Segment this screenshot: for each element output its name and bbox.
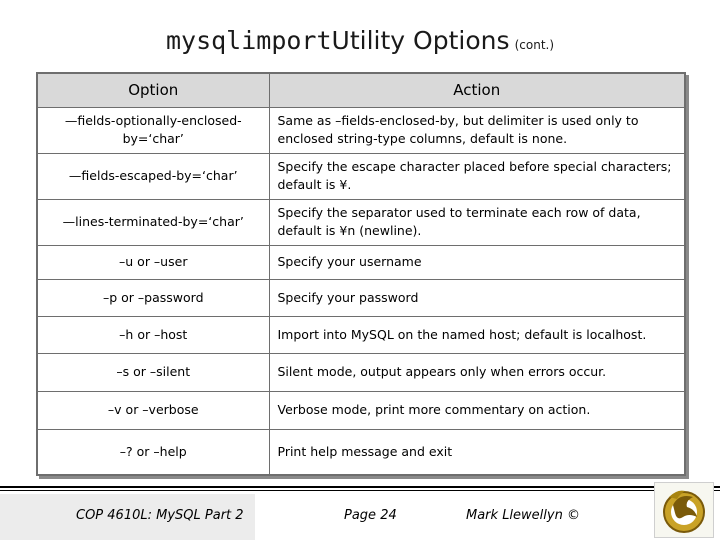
action-cell: Specify the escape character placed before special characters; default is ¥.	[269, 153, 685, 199]
table-row	[37, 391, 685, 429]
option-cell: –u or –user	[37, 245, 269, 279]
title-cont: (cont.)	[514, 38, 555, 52]
action-cell: Specify your username	[269, 245, 685, 279]
table-row	[37, 429, 685, 475]
action-cell: Specify your password	[269, 279, 685, 316]
option-cell: –p or –password	[37, 279, 269, 316]
table-row	[37, 279, 685, 316]
logo	[654, 482, 714, 538]
action-cell: Same as –fields-enclosed-by, but delimiter is used only to enclosed string-type columns, default is none.	[269, 107, 685, 153]
footer-course: COP 4610L: MySQL Part 2	[76, 508, 244, 523]
header-action: Action	[269, 73, 685, 107]
table-row	[37, 316, 685, 353]
option-cell: —fields-escaped-by=‘char’	[37, 153, 269, 199]
table-row	[37, 153, 685, 199]
option-cell: –v or –verbose	[37, 391, 269, 429]
table-row	[37, 199, 685, 245]
action-cell: Import into MySQL on the named host; default is localhost.	[269, 316, 685, 353]
action-cell: Specify the separator used to terminate each row of data, default is ¥n (newline).	[269, 199, 685, 245]
pegasus-logo-icon	[655, 483, 713, 537]
option-cell: —fields-optionally-enclosed-by=‘char’	[37, 107, 269, 153]
action-cell: Verbose mode, print more commentary on action.	[269, 391, 685, 429]
option-cell: –h or –host	[37, 316, 269, 353]
footer-author: Mark Llewellyn ©	[466, 508, 580, 523]
table-row	[37, 353, 685, 391]
header-option: Option	[37, 73, 269, 107]
table-header-row	[37, 73, 685, 107]
table-row	[37, 107, 685, 153]
action-cell: Silent mode, output appears only when errors occur.	[269, 353, 685, 391]
action-cell: Print help message and exit	[269, 429, 685, 475]
option-cell: –? or –help	[37, 429, 269, 475]
footer-page: Page 24	[344, 508, 397, 523]
title-command: mysqlimport	[165, 26, 332, 55]
option-cell: —lines-terminated-by=‘char’	[37, 199, 269, 245]
options-table-wrapper	[36, 72, 686, 476]
footer-divider	[0, 486, 720, 491]
title-text: Utility Options	[331, 26, 510, 55]
option-cell: –s or –silent	[37, 353, 269, 391]
table-row	[37, 245, 685, 279]
slide-title	[0, 26, 720, 55]
options-table	[36, 72, 686, 476]
